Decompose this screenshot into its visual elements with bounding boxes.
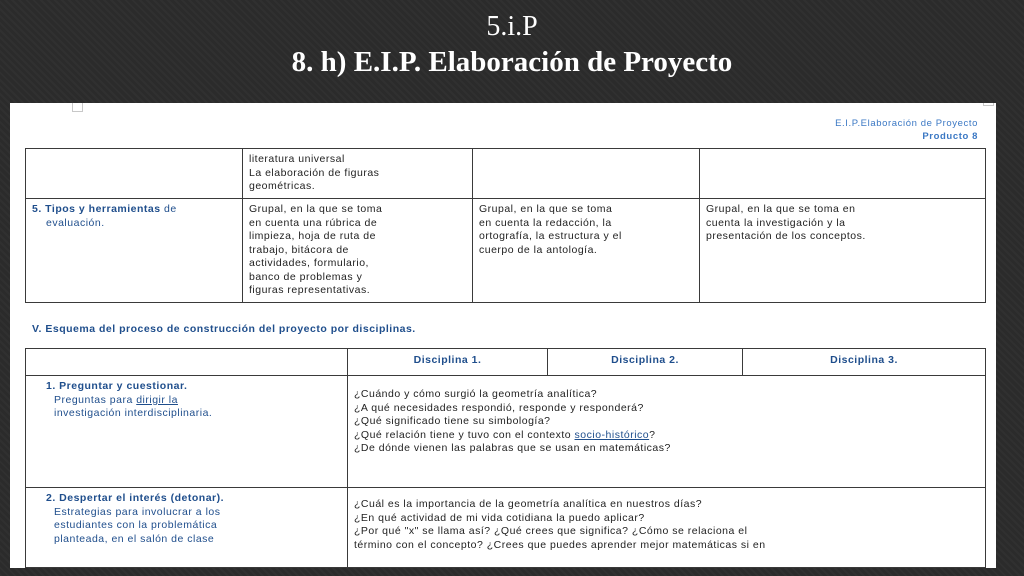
table-row — [26, 149, 986, 199]
row-label-line2: evaluación. — [46, 216, 105, 229]
cell-text: trabajo, bitácora de — [249, 243, 349, 256]
document-image — [10, 103, 996, 568]
table-cell — [243, 149, 473, 199]
question: ¿En qué actividad de mi vida cotidiana la puedo aplicar? — [354, 511, 645, 524]
cell-text: Grupal, en la que se toma — [479, 203, 613, 215]
step-text: Preguntas para — [54, 393, 137, 406]
step-text: estudiantes con la problemática — [54, 519, 218, 531]
table-cell — [348, 488, 986, 568]
cell-text: figuras representativas. — [249, 284, 371, 296]
table-cell — [700, 149, 986, 199]
section-heading: V. Esquema del proceso de construcción del proyecto por disciplinas. — [32, 323, 416, 335]
table-cell — [26, 149, 243, 199]
table-cell — [700, 199, 986, 303]
column-header: Disciplina 2. — [548, 349, 743, 376]
step-text: investigación interdisciplinaria. — [54, 407, 213, 419]
table-header-row — [26, 349, 986, 376]
slide-title-line1: 5.i.P — [486, 11, 538, 42]
table-row — [26, 376, 986, 488]
table-cell — [26, 199, 243, 303]
question: término con el concepto? ¿Crees que puedes aprender mejor matemáticas si en — [354, 538, 766, 551]
step-text: planteada, en el salón de clase — [54, 532, 215, 545]
socio-historico-link[interactable]: socio-histórico — [574, 428, 650, 441]
header-line2: Producto 8 — [922, 131, 978, 142]
table-cell — [26, 376, 348, 488]
header-line1: E.I.P.Elaboración de Proyecto — [835, 118, 978, 129]
column-header — [26, 349, 348, 376]
cell-text: Grupal, en la que se toma en — [706, 203, 856, 215]
table-cell — [26, 488, 348, 568]
cell-text: actividades, formulario, — [249, 257, 369, 269]
table-cell — [243, 199, 473, 303]
cell-text: banco de problemas y — [249, 270, 363, 283]
step-title: 2. Despertar el interés (detonar). — [46, 492, 225, 504]
cell-text: en cuenta una rúbrica de — [249, 216, 378, 229]
column-header: Disciplina 3. — [743, 349, 986, 376]
dirigir-link[interactable]: dirigir la — [136, 393, 178, 406]
question: ¿Cuál es la importancia de la geometría analítica en nuestros días? — [354, 498, 703, 510]
question-text: ? — [649, 428, 656, 441]
cell-text: presentación de los conceptos. — [706, 230, 866, 242]
column-header: Disciplina 1. — [348, 349, 548, 376]
cell-text: literatura universal — [249, 153, 345, 165]
table-row — [26, 199, 986, 303]
cell-text: ortografía, la estructura y el — [479, 230, 622, 242]
cell-text: Grupal, en la que se toma — [249, 203, 383, 215]
cell-text: en cuenta la redacción, la — [479, 216, 612, 229]
step-title: 1. Preguntar y cuestionar. — [46, 380, 188, 392]
question: ¿Cuándo y cómo surgió la geometría analítica? — [354, 388, 598, 400]
row-label: 5. Tipos y herramientas — [32, 203, 161, 215]
cell-text: cuenta la investigación y la — [706, 216, 846, 229]
cell-text: limpieza, hoja de ruta de — [249, 230, 376, 242]
cell-text: La elaboración de figuras — [249, 166, 380, 179]
document-header — [835, 117, 978, 143]
cell-text: geométricas. — [249, 180, 316, 192]
table-row — [26, 488, 986, 568]
question — [354, 429, 979, 443]
table-cell — [348, 376, 986, 488]
evaluation-table — [25, 148, 986, 303]
question: ¿Qué significado tiene su simbología? — [354, 415, 551, 427]
question: ¿De dónde vienen las palabras que se usan en matemáticas? — [354, 442, 671, 454]
disciplines-table — [25, 348, 986, 568]
resize-handle-icon[interactable] — [72, 103, 83, 112]
cell-text: cuerpo de la antología. — [479, 243, 598, 256]
table-cell — [473, 199, 700, 303]
row-label-suffix: de — [160, 203, 177, 215]
question: ¿A qué necesidades respondió, responde y responderá? — [354, 401, 644, 414]
question: ¿Por qué "x" se llama así? ¿Qué crees que significa? ¿Cómo se relaciona el — [354, 525, 748, 537]
resize-handle-icon[interactable] — [983, 103, 994, 106]
step-text: Estrategias para involucrar a los — [54, 505, 221, 518]
table-cell — [473, 149, 700, 199]
question-text: ¿Qué relación tiene y tuvo con el contexto — [354, 428, 575, 441]
slide-title — [0, 10, 1024, 80]
slide-title-line2: 8. h) E.I.P. Elaboración de Proyecto — [291, 46, 733, 78]
